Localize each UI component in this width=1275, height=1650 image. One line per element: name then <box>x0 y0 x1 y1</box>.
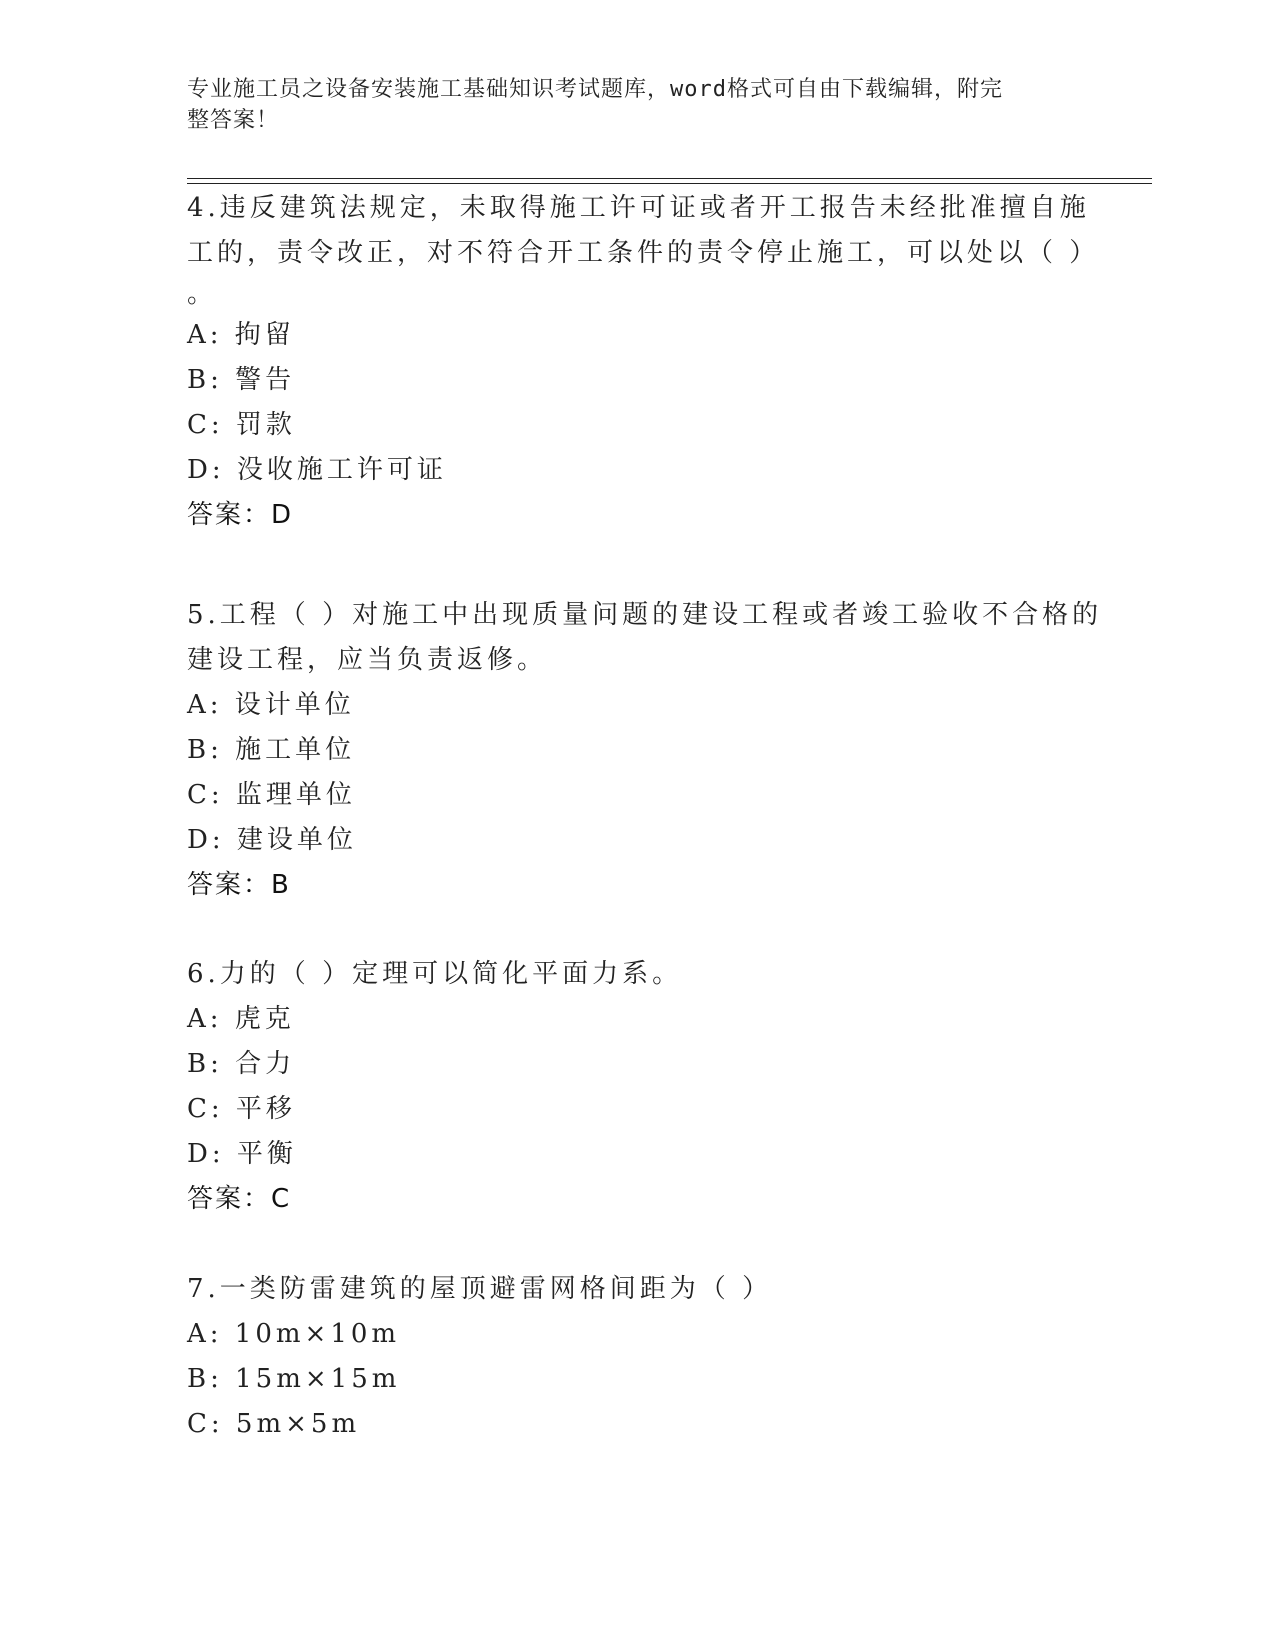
question-text-line: 建设工程，应当负责返修。 <box>187 645 548 675</box>
question-text-line: 6.力的（ ）定理可以简化平面力系。 <box>187 959 683 989</box>
answer-label: 答案：D <box>187 500 294 530</box>
question-text-line: 。 <box>187 279 218 309</box>
option-c: C: 罚款 <box>187 410 296 440</box>
answer-label: 答案：C <box>187 1184 292 1214</box>
option-c: C: 平移 <box>187 1094 296 1124</box>
option-a: A: 拘留 <box>187 320 295 350</box>
question-text-line: 4.违反建筑法规定，未取得施工许可证或者开工报告未经批准擅自施 <box>187 193 1090 223</box>
header-line-1: 专业施工员之设备安装施工基础知识考试题库，word格式可自由下载编辑，附完 <box>187 77 1003 102</box>
header-line-2: 整答案！ <box>187 108 280 133</box>
option-b: B: 警告 <box>187 365 296 395</box>
header-divider-bottom <box>187 183 1152 184</box>
option-a: A: 设计单位 <box>187 690 355 720</box>
option-c: C: 5m×5m <box>187 1409 361 1439</box>
question-text-line: 5.工程（ ）对施工中出现质量问题的建设工程或者竣工验收不合格的 <box>187 600 1103 630</box>
option-b: B: 合力 <box>187 1049 296 1079</box>
option-b: B: 施工单位 <box>187 735 356 765</box>
question-5 <box>187 593 1103 908</box>
option-c: C: 监理单位 <box>187 780 356 810</box>
question-6 <box>187 952 1087 1222</box>
option-a: A: 虎克 <box>187 1004 295 1034</box>
question-7 <box>187 1267 1087 1447</box>
option-d: D: 建设单位 <box>187 825 357 855</box>
option-b: B: 15m×15m <box>187 1364 401 1394</box>
header-divider-top <box>187 178 1152 179</box>
option-d: D: 平衡 <box>187 1139 297 1169</box>
option-a: A: 10m×10m <box>187 1319 401 1349</box>
question-text-line: 工的，责令改正，对不符合开工条件的责令停止施工，可以处以（ ） <box>187 238 1100 268</box>
option-d: D: 没收施工许可证 <box>187 455 447 485</box>
answer-label: 答案：B <box>187 870 291 900</box>
document-header <box>187 74 1067 136</box>
question-4 <box>187 186 1100 538</box>
question-text-line: 7.一类防雷建筑的屋顶避雷网格间距为（ ） <box>187 1274 773 1304</box>
